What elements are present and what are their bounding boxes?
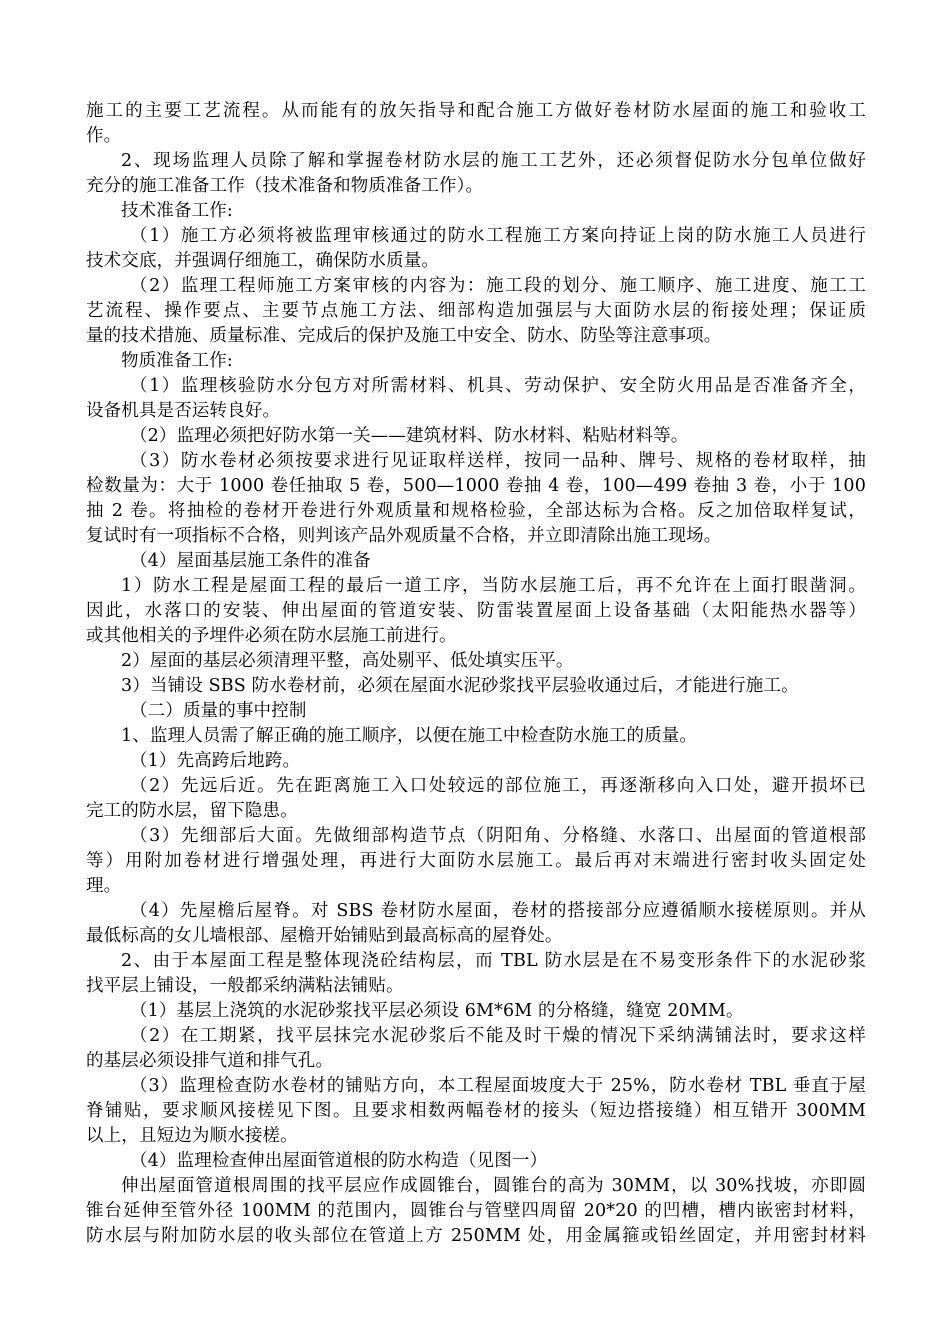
text-line: 2、现场监理人员除了解和掌握卷材防水层的施工工艺外，还必须督促防水分包单位做好 [121,151,866,171]
text-line: （2）在工期紧，找平层抹完水泥砂浆后不能及时干燥的情况下采纳满铺法时，要求这样 [130,1026,866,1046]
text-line: 作。 [86,126,122,146]
text-line: （2）先远后近。先在距离施工入口处较远的部位施工，再逐渐移向入口处，避开损坏已 [130,776,866,796]
text-line: 脊铺贴，要求顺风接槎见下图。且要求相数两幅卷材的接头（短边搭接缝）相互错开 300MM [86,1101,866,1121]
text-line: （3）监理检查防水卷材的铺贴方向，本工程屋面坡度大于 25%，防水卷材 TBL 垂直于屋 [130,1076,866,1096]
text-line: （4）先屋檐后屋脊。对 SBS 卷材防水屋面，卷材的搭接部分应遵循顺水接槎原则。并从 [130,901,866,921]
text-line: （2）监理必须把好防水第一关——建筑材料、防水材料、粘贴材料等。 [130,426,689,446]
text-line: 找平层上铺设，一般都采纳满粘法铺贴。 [86,976,404,996]
text-line: （4）监理检查伸出屋面管道根的防水构造（见图一） [130,1151,548,1171]
text-line: 量的技术措施、质量标准、完成后的保护及施工中安全、防水、防坠等注意事项。 [86,326,722,346]
text-line: 以上，且短边为顺水接槎。 [86,1126,298,1146]
text-line: （1）先高跨后地跨。 [130,751,301,771]
text-line: 艺流程、操作要点、主要节点施工方法、细部构造加强层与大面防水层的衔接处理；保证质 [86,301,866,321]
text-line: 等）用附加卷材进行增强处理，再进行大面防水层施工。最后再对末端进行密封收头固定处 [86,851,866,871]
text-line: 施工的主要工艺流程。从而能有的放矢指导和配合施工方做好卷材防水屋面的施工和验收工 [86,101,866,121]
text-line: 充分的施工准备工作（技术准备和物质准备工作）。 [86,176,484,196]
text-line: 1）防水工程是屋面工程的最后一道工序，当防水层施工后，再不允许在上面打眼凿洞。 [121,576,866,596]
text-line: 或其他相关的予埋件必须在防水层施工前进行。 [86,626,457,646]
text-line: （1）施工方必须将被监理审核通过的防水工程施工方案向持证上岗的防水施工人员进行 [130,226,866,246]
text-line: （1）基层上浇筑的水泥砂浆找平层必须设 6M*6M 的分格缝，缝宽 20MM。 [130,1001,744,1021]
text-line: 最低标高的女儿墙根部、屋檐开始铺贴到最高标高的屋脊处。 [86,926,563,946]
text-line: 防水层与附加防水层的收头部位在管道上方 250MM 处，用金属箍或铅丝固定，并用密封材料 [86,1226,866,1246]
text-line: 2、由于本屋面工程是整体现浇砼结构层，而 TBL 防水层是在不易变形条件下的水泥砂浆 [121,951,866,971]
text-line: 的基层必须设排气道和排气孔。 [86,1051,334,1071]
text-line: 锥台延伸至管外径 100MM 的范围内，圆锥台与管壁四周留 20*20 的凹槽，槽内嵌密封材料， [86,1201,866,1221]
text-line: （3）先细部后大面。先做细部构造节点（阴阳角、分格缝、水落口、出屋面的管道根部 [130,826,866,846]
text-line: （3）防水卷材必须按要求进行见证取样送样，按同一品种、牌号、规格的卷材取样，抽 [130,451,866,471]
text-line: 设备机具是否运转良好。 [86,401,281,421]
text-line: 因此，水落口的安装、伸出屋面的管道安装、防雷装置屋面上设备基础（太阳能热水器等） [86,601,866,621]
text-line: 完工的防水层，留下隐患。 [86,801,298,821]
text-line: 技术交底，并强调仔细施工，确保防水质量。 [86,251,439,271]
text-line: 1、监理人员需了解正确的施工顺序，以便在施工中检查防水施工的质量。 [121,726,698,746]
text-line: （1）监理核验防水分包方对所需材料、机具、劳动保护、安全防火用品是否准备齐全， [130,376,866,396]
subheading: 物质准备工作: [121,351,233,371]
text-line: 3）当铺设 SBS 防水卷材前，必须在屋面水泥砂浆找平层验收通过后，才能进行施工。 [121,676,799,696]
text-line: （2）监理工程师施工方案审核的内容为：施工段的划分、施工顺序、施工进度、施工工 [130,276,866,296]
text-line: 伸出屋面管道根周围的找平层应作成圆锥台，圆锥台的高为 30MM，以 30%找坡，亦即圆 [121,1176,866,1196]
section-heading: （二）质量的事中控制 [130,701,307,721]
text-line: 理。 [86,876,122,896]
text-line: 2）屋面的基层必须清理平整，高处剔平、低处填实压平。 [121,651,574,671]
subheading: （4）屋面基层施工条件的准备 [130,551,371,571]
text-line: 检数量为：大于 1000 卷任抽取 5 卷，500—1000 卷抽 4 卷，100—499 卷抽 3 卷，小于 100 [86,476,866,496]
text-line: 抽 2 卷。将抽检的卷材开卷进行外观质量和规格检验，全部达标为合格。反之加倍取样复试， [86,501,866,521]
subheading: 技术准备工作: [121,201,233,221]
text-line: 复试时有一项指标不合格，则判该产品外观质量不合格，并立即清除出施工现场。 [86,526,722,546]
